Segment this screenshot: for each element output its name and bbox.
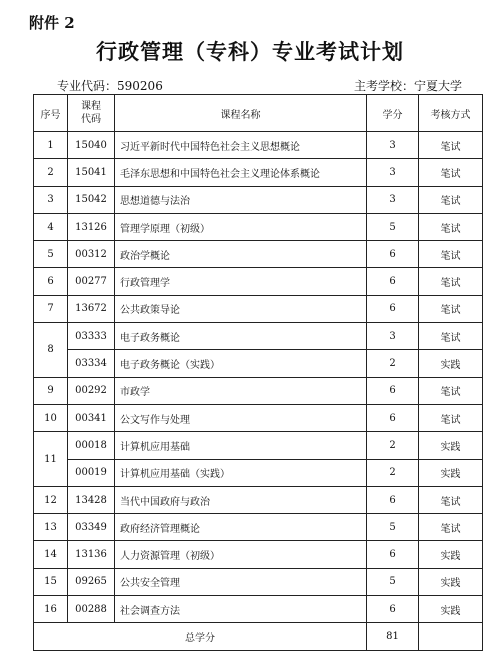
cell-code: 03333 [68, 323, 115, 350]
table-row [34, 186, 483, 213]
cell-method: 笔试 [419, 241, 483, 268]
table-row [34, 432, 483, 459]
school-label: 主考学校： [353, 79, 414, 93]
table-row [34, 268, 483, 295]
table-row [34, 295, 483, 322]
table-row [34, 459, 483, 486]
cell-code: 00288 [68, 596, 115, 623]
table-row [34, 132, 483, 159]
cell-method: 笔试 [419, 514, 483, 541]
cell-no: 16 [34, 596, 68, 623]
cell-method: 笔试 [419, 404, 483, 431]
cell-name: 思想道德与法治 [115, 186, 367, 213]
cell-credit: 6 [367, 295, 419, 322]
cell-name: 行政管理学 [115, 268, 367, 295]
attachment-label: 附件 2 [29, 14, 75, 32]
cell-method: 笔试 [419, 132, 483, 159]
cell-credit: 5 [367, 568, 419, 595]
cell-name: 市政学 [115, 377, 367, 404]
cell-no: 5 [34, 241, 68, 268]
cell-credit: 6 [367, 241, 419, 268]
cell-method: 实践 [419, 596, 483, 623]
table-row [34, 568, 483, 595]
cell-code: 00018 [68, 432, 115, 459]
major-code-value: 590206 [117, 79, 163, 93]
cell-method: 实践 [419, 568, 483, 595]
cell-no: 12 [34, 486, 68, 513]
table-row [34, 486, 483, 513]
table-row [34, 514, 483, 541]
cell-credit: 6 [367, 596, 419, 623]
cell-no: 3 [34, 186, 68, 213]
exam-plan-table [33, 94, 483, 651]
table-row [34, 159, 483, 186]
cell-code: 00019 [68, 459, 115, 486]
cell-no: 1 [34, 132, 68, 159]
cell-code: 00277 [68, 268, 115, 295]
cell-credit: 3 [367, 186, 419, 213]
table-row [34, 241, 483, 268]
cell-credit: 6 [367, 377, 419, 404]
table-row [34, 596, 483, 623]
cell-name: 公共安全管理 [115, 568, 367, 595]
cell-credit: 2 [367, 432, 419, 459]
cell-no: 9 [34, 377, 68, 404]
cell-code: 13428 [68, 486, 115, 513]
table-header-row [34, 95, 483, 132]
host-school [354, 77, 462, 94]
cell-method: 笔试 [419, 377, 483, 404]
cell-method: 实践 [419, 459, 483, 486]
total-label: 总学分 [34, 623, 367, 651]
cell-name: 当代中国政府与政治 [115, 486, 367, 513]
cell-name: 计算机应用基础 [115, 432, 367, 459]
cell-name: 习近平新时代中国特色社会主义思想概论 [115, 132, 367, 159]
col-header-credit: 学分 [367, 95, 419, 132]
cell-method: 笔试 [419, 186, 483, 213]
col-header-method: 考核方式 [419, 95, 483, 132]
cell-name: 毛泽东思想和中国特色社会主义理论体系概论 [115, 159, 367, 186]
total-credit: 81 [367, 623, 419, 651]
cell-name: 电子政务概论（实践） [115, 350, 367, 377]
cell-code: 00292 [68, 377, 115, 404]
school-value: 宁夏大学 [413, 79, 462, 93]
cell-credit: 3 [367, 323, 419, 350]
table-row [34, 541, 483, 568]
cell-name: 人力资源管理（初级） [115, 541, 367, 568]
cell-method: 实践 [419, 350, 483, 377]
cell-method: 笔试 [419, 295, 483, 322]
cell-no: 7 [34, 295, 68, 322]
cell-no: 2 [34, 159, 68, 186]
cell-name: 公共政策导论 [115, 295, 367, 322]
cell-code: 13672 [68, 295, 115, 322]
cell-credit: 5 [367, 213, 419, 240]
cell-method: 实践 [419, 432, 483, 459]
total-method-empty [419, 623, 483, 651]
cell-credit: 3 [367, 159, 419, 186]
cell-code: 15042 [68, 186, 115, 213]
table-row [34, 404, 483, 431]
cell-name: 政治学概论 [115, 241, 367, 268]
cell-no: 10 [34, 404, 68, 431]
cell-code: 15041 [68, 159, 115, 186]
col-header-code: 课程 代码 [68, 95, 115, 132]
cell-code: 00312 [68, 241, 115, 268]
cell-code: 03349 [68, 514, 115, 541]
cell-name: 电子政务概论 [115, 323, 367, 350]
cell-credit: 3 [367, 132, 419, 159]
table-row [34, 350, 483, 377]
cell-method: 实践 [419, 541, 483, 568]
cell-method: 笔试 [419, 268, 483, 295]
col-header-no: 序号 [34, 95, 68, 132]
cell-no: 13 [34, 514, 68, 541]
cell-method: 笔试 [419, 213, 483, 240]
cell-code: 13136 [68, 541, 115, 568]
major-code-label: 专业代码： [57, 79, 118, 93]
cell-credit: 6 [367, 486, 419, 513]
cell-no: 14 [34, 541, 68, 568]
table-row [34, 377, 483, 404]
cell-no: 15 [34, 568, 68, 595]
col-header-name: 课程名称 [115, 95, 367, 132]
cell-no: 6 [34, 268, 68, 295]
cell-name: 计算机应用基础（实践） [115, 459, 367, 486]
cell-credit: 6 [367, 268, 419, 295]
cell-method: 笔试 [419, 159, 483, 186]
cell-method: 笔试 [419, 323, 483, 350]
cell-code: 09265 [68, 568, 115, 595]
cell-name: 公文写作与处理 [115, 404, 367, 431]
cell-credit: 6 [367, 404, 419, 431]
cell-code: 00341 [68, 404, 115, 431]
cell-name: 管理学原理（初级） [115, 213, 367, 240]
cell-credit: 5 [367, 514, 419, 541]
page-title: 行政管理（专科）专业考试计划 [96, 39, 404, 64]
cell-code: 15040 [68, 132, 115, 159]
cell-name: 政府经济管理概论 [115, 514, 367, 541]
cell-no: 11 [34, 432, 68, 487]
cell-credit: 2 [367, 459, 419, 486]
table-row [34, 323, 483, 350]
cell-code: 13126 [68, 213, 115, 240]
cell-credit: 2 [367, 350, 419, 377]
table-row [34, 213, 483, 240]
total-row [34, 623, 483, 651]
cell-name: 社会调查方法 [115, 596, 367, 623]
cell-method: 笔试 [419, 486, 483, 513]
major-code [57, 77, 163, 94]
cell-code: 03334 [68, 350, 115, 377]
cell-no: 4 [34, 213, 68, 240]
cell-no: 8 [34, 323, 68, 378]
cell-credit: 6 [367, 541, 419, 568]
